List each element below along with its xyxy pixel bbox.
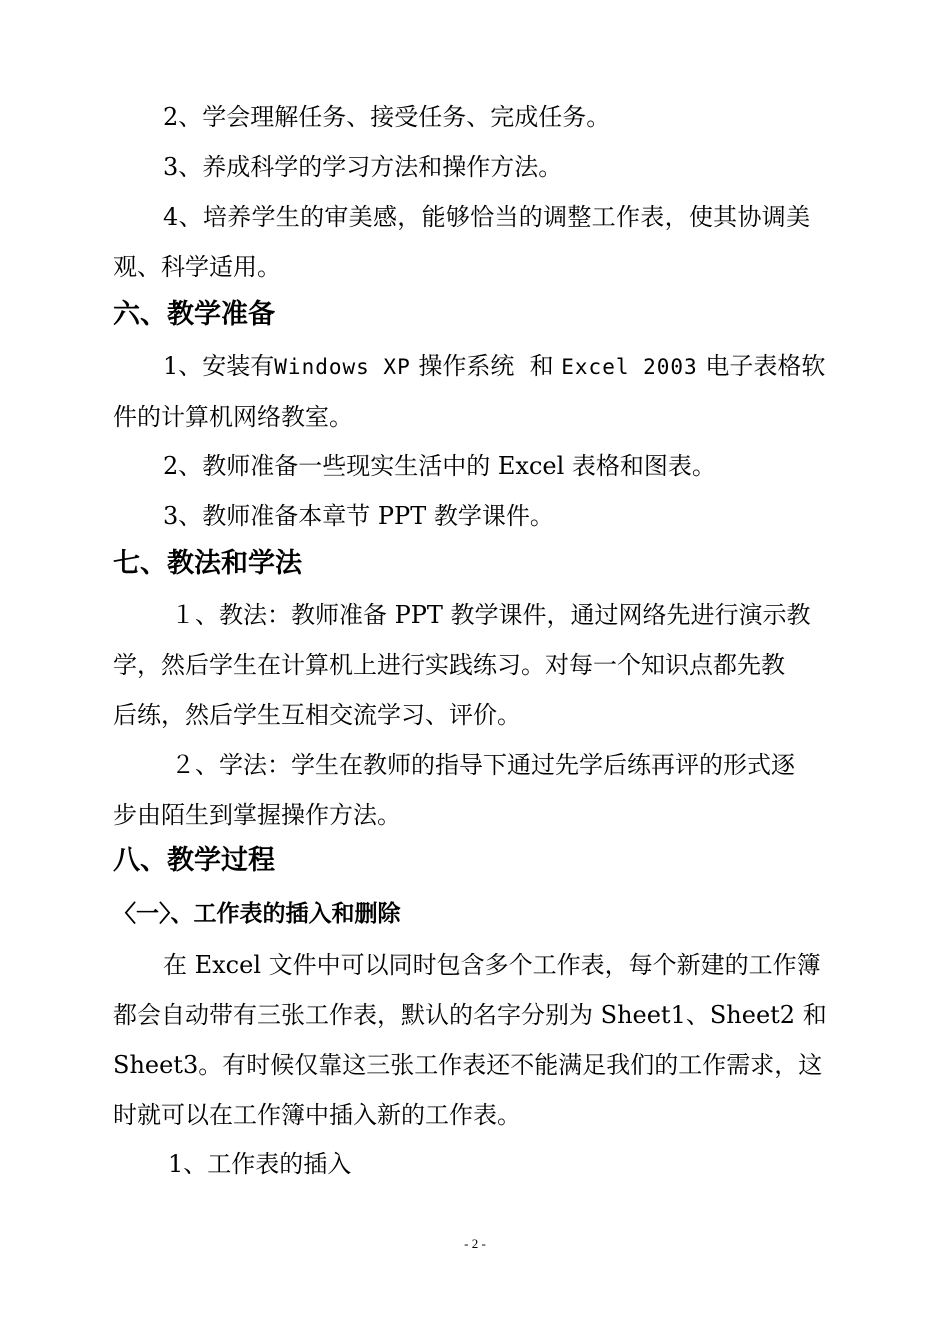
prep-1-os: Windows XP [274, 355, 411, 379]
prep-1-and: 和 [529, 352, 554, 380]
prep-1-line-2: 件的计算机网络教室。 [113, 403, 353, 431]
heading-6: 六、教学准备 [113, 299, 275, 330]
goal-2 [113, 92, 838, 142]
body-paragraph [113, 940, 838, 1140]
goal-4 [113, 192, 838, 292]
method-1 [113, 590, 838, 740]
body-line-1: 在 Excel 文件中可以同时包含多个工作表，每个新建的工作簿 [163, 951, 821, 979]
method-1-line-3: 后练，然后学生互相交流学习、评价。 [113, 701, 521, 729]
subheading-1: 〈一〉、工作表的插入和删除 [113, 901, 401, 927]
body-line-2: 都会自动带有三张工作表，默认的名字分别为 Sheet1、Sheet2 和 [113, 1001, 827, 1029]
prep-1-app: Excel 2003 [561, 355, 698, 379]
goal-2-text: 2、学会理解任务、接受任务、完成任务。 [163, 103, 611, 131]
method-2 [113, 740, 838, 840]
method-2-line-2: 步由陌生到掌握操作方法。 [113, 801, 401, 829]
prep-2 [113, 441, 838, 491]
prep-1-pre: 1、安装有 [163, 352, 275, 380]
body-line-4: 时就可以在工作簿中插入新的工作表。 [113, 1101, 521, 1129]
goal-3-text: 3、养成科学的学习方法和操作方法。 [163, 153, 563, 181]
item-1-text: 1、工作表的插入 [168, 1150, 352, 1178]
goal-3 [113, 142, 838, 192]
prep-3-text: 3、教师准备本章节 PPT 教学课件。 [163, 502, 554, 530]
prep-1-line-1 [113, 341, 838, 392]
body-line-3: Sheet3。有时候仅靠这三张工作表还不能满足我们的工作需求，这 [113, 1051, 823, 1079]
page-number: - 2 - [464, 1236, 486, 1251]
prep-1-mid: 操作系统 [418, 352, 515, 380]
heading-8: 八、教学过程 [113, 845, 275, 876]
prep-3 [113, 491, 838, 541]
prep-1 [113, 341, 838, 442]
goal-4-line-1: 4、培养学生的审美感，能够恰当的调整工作表，使其协调美 [163, 203, 811, 231]
method-2-line-1: ２、学法：学生在教师的指导下通过先学后练再评的形式逐 [171, 751, 795, 779]
heading-7: 七、教法和学法 [113, 548, 302, 579]
prep-1-post: 电子表格软 [705, 352, 826, 380]
goal-4-line-2: 观、科学适用。 [113, 253, 281, 281]
method-1-line-2: 学，然后学生在计算机上进行实践练习。对每一个知识点都先教 [113, 651, 785, 679]
method-1-line-1: １、教法：教师准备 PPT 教学课件，通过网络先进行演示教 [171, 601, 811, 629]
item-1 [113, 1139, 838, 1189]
prep-2-text: 2、教师准备一些现实生活中的 Excel 表格和图表。 [163, 452, 716, 480]
